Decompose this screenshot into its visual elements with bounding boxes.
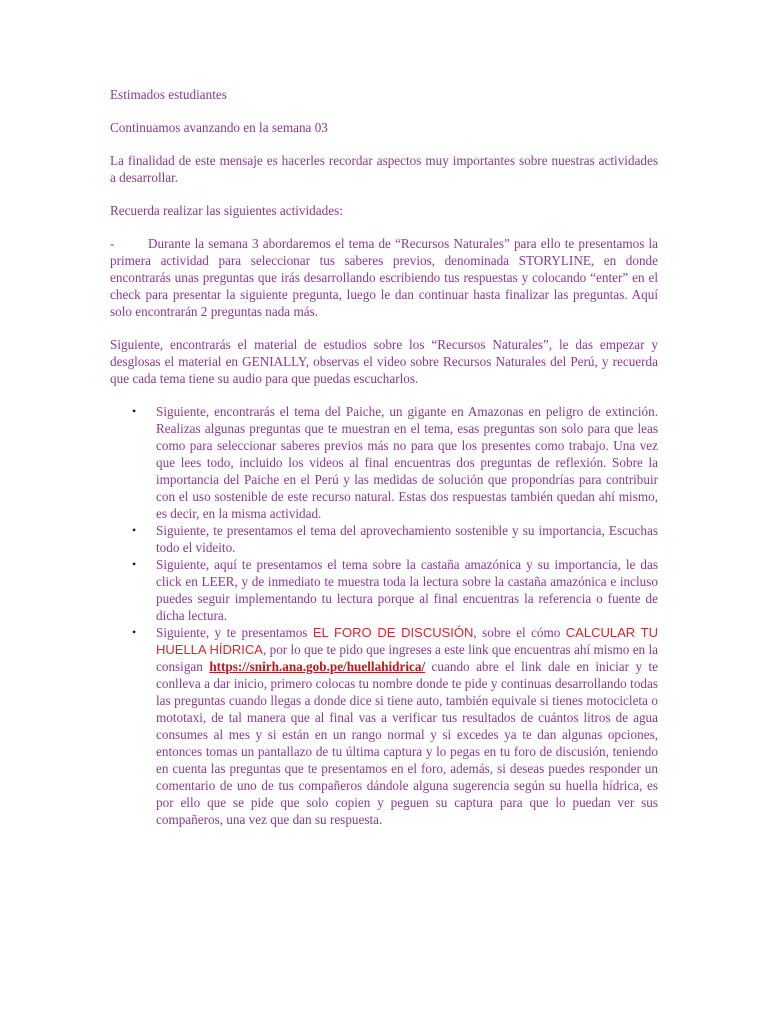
week-line: Continuamos avanzando en la semana 03 [110,120,328,135]
bullet-icon: • [132,625,137,639]
activities-list [110,403,658,828]
forum-text-part2: , sobre el cómo [473,625,566,640]
forum-text-part3: , por lo que te pido que ingreses a este link que encuentras ahí mismo en la consigan [156,642,659,674]
forum-text-part1: Siguiente, y te presentamos [156,625,313,640]
list-item-text: Siguiente, aquí te presentamos el tema sobre la castaña amazónica y su importancia, le das click en LEER, y de inmediato te muestra toda la lectura sobre la castaña amazónica e incluso puedes seguir implementando tu lectura porque al final encuentras la referencia o fuente de dicha lectura. [156,557,658,623]
list-item-forum [110,624,658,828]
list-item-sustainable [110,522,658,556]
bullet-icon: • [132,523,137,537]
bullet-icon: • [132,557,137,571]
water-footprint-title: CALCULAR TU HUELLA HÍDRICA [156,625,658,657]
purpose-paragraph: La finalidad de este mensaje es hacerles recordar aspectos muy importantes sobre nuestras actividades a desarrollar. [110,153,658,185]
list-item-text: Siguiente, encontrarás el tema del Paiche, un gigante en Amazonas en peligro de extinción. Realizas algunas preguntas que te muestran en el tema, esas preguntas son solo para que leas como para seleccionar saberes previos más no para que los presentes como trabajo. Una vez que lees todo, incluido los videos al final encuentras dos preguntas de reflexión. Sobre la importancia del Paiche en el Perú y las medidas de solución que propondrías para contribuir con el uso sostenible de este recurso natural. Estas dos respuestas también quedan ahí mismo, es decir, en la misma actividad. [156,404,658,521]
dash-marker: - [110,236,115,251]
list-item-text: Siguiente, te presentamos el tema del aprovechamiento sostenible y su importancia, Escuchas todo el videito. [156,523,658,555]
huella-hidrica-link[interactable]: https://snirh.ana.gob.pe/huellahidrica/ [209,659,426,674]
genially-paragraph: Siguiente, encontrarás el material de estudios sobre los “Recursos Naturales”, le das empezar y desglosas el material en GENIALLY, observas el video sobre Recursos Naturales del Perú, y recuerda que cada tema tiene su audio para que puedas escucharlos. [110,337,658,386]
list-item-castana [110,556,658,624]
reminder-line: Recuerda realizar las siguientes actividades: [110,203,343,218]
forum-title: EL FORO DE DISCUSIÓN [312,625,474,640]
list-item-paiche [110,403,658,522]
storyline-text: Durante la semana 3 abordaremos el tema de “Recursos Naturales” para ello te presentamos la primera actividad para seleccionar tus saberes previos, denominada STORYLINE, en donde encontrarás unas preguntas que irás desarrollando escribiendo tus respuestas y colocando “enter” en el check para presentar la siguiente pregunta, luego le dan continuar hasta finalizar las preguntas. Aquí solo encontrarán 2 preguntas nada más. [110,236,658,319]
storyline-paragraph [110,235,658,320]
greeting: Estimados estudiantes [110,87,227,102]
document-page [110,86,658,828]
forum-text-part4: cuando abre el link dale en iniciar y te conlleva a dar inicio, primero colocas tu nombre donde te pide y continuas desarrollando todas las preguntas cuando llegas a donde dice si tiene auto, también equivale si tienes motocicleta o mototaxi, de tal manera que al final vas a verificar tus resultados de cuántos litros de agua consumes al mes y si están en un rango normal y si excedes ya te dan algunas opciones, entonces tomas un pantallazo de tu última captura y lo pegas en tu foro de discusión, teniendo en cuenta las preguntas que te presentamos en el foro, además, si deseas puedes responder un comentario de uno de tus compañeros dándole alguna sugerencia según su huella hídrica, es por ello que se pide que solo copien y peguen su captura para que lo puedan ver sus compañeros, una vez que dan su respuesta. [156,659,658,827]
bullet-icon: • [132,404,137,418]
